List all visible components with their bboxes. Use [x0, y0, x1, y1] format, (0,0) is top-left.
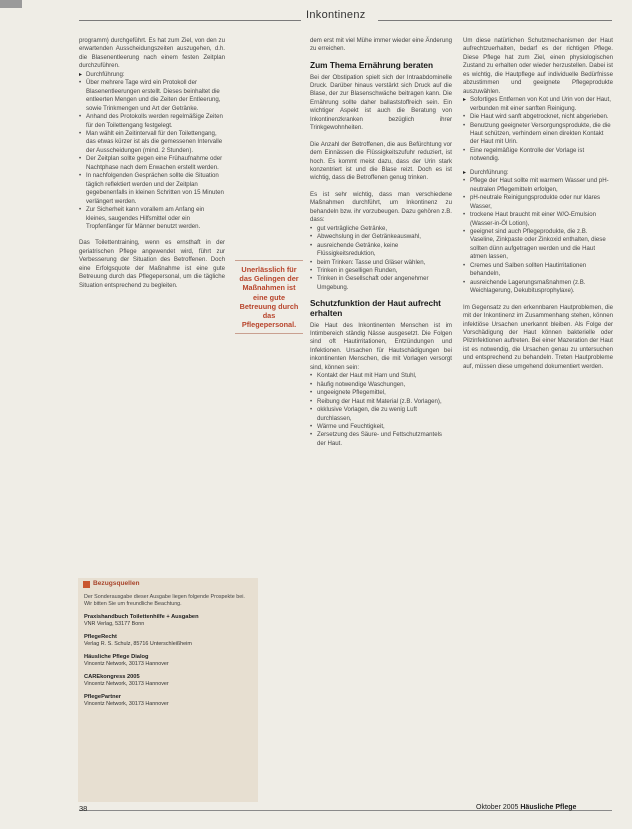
- bezugsquellen-title: Bezugsquellen: [93, 580, 140, 587]
- col3-bullet-list: [463, 96, 613, 164]
- entry-name: CAREkongress 2005: [84, 674, 140, 680]
- section-heading-ernaehrung: Zum Thema Ernährung beraten: [310, 59, 434, 70]
- entry-name: Häusliche Pflege Dialog: [84, 654, 149, 660]
- col1-bullet: • Man wählt ein Zeitintervall für den Toilettengang, das etwas kürzer ist als die gemessenen Intervalle der Ausscheidungen (mind. 2 Stunden).: [79, 130, 225, 155]
- col1-bullet: • Anhand des Protokolls werden regelmäßige Zeiten für den Toilettengang festgelegt.: [79, 113, 225, 130]
- col2-bullet-list-2: [310, 372, 452, 448]
- bezugsquellen-box: [78, 578, 258, 802]
- square-bullet-icon: [83, 581, 90, 588]
- col3-bullet: • Eine regelmäßige Kontrolle der Vorlage ist notwendig.: [463, 147, 613, 164]
- entry-detail: VNR Verlag, 53177 Bonn: [84, 621, 145, 627]
- col2-bullet: • Trinken in geselligen Runden,: [310, 267, 452, 275]
- column-2: [310, 37, 452, 448]
- bezugsquellen-entry: [84, 694, 254, 708]
- col3-bullet: ▸ Sofortiges Entfernen von Kot und Urin von der Haut, verbunden mit einer sanften Reinigung.: [463, 96, 613, 113]
- col2-bullet: • Abwechslung in der Getränkeauswahl,: [310, 233, 452, 241]
- col3-bullet: • trockene Haut braucht mit einer W/O-Emulsion (Wasser-in-Öl Lotion),: [463, 211, 613, 228]
- col1-bullet: • Zur Sicherheit kann vorallem am Anfang ein kleines, saugendes Hilfsmittel oder ein Tropfenfänger für Männer benutzt werden.: [79, 206, 225, 231]
- col1-section-label: ▸ Durchführung:: [79, 71, 225, 79]
- col3-bullet-list-2: [463, 177, 613, 295]
- col2-bullet: • Zersetzung des Säure- und Fettschutzmantels der Haut.: [310, 431, 452, 448]
- entry-detail: Vincentz Network, 30173 Hannover: [84, 681, 169, 687]
- footer-issue-info: [476, 804, 576, 811]
- bezugsquellen-entry: [84, 674, 254, 688]
- col2-para: Bei der Obstipation spielt sich der Intraabdominelle Druck. Darüber hinaus verstärkt sich Druck auf die Blase, der zur Blasenschwäche beitragen kann. Die Ernährung sollte daher ballaststoffreich sein. Ein wichtiger Aspekt ist auch die Beratung von Inkontinenzkranken bezüglich ihrer Trinkgewohnheiten.: [310, 73, 452, 132]
- col2-bullet: • beim Trinken: Tasse und Gläser wählen,: [310, 259, 452, 267]
- col2-intro: dem erst mit viel Mühe immer wieder eine Änderung zu erreichen.: [310, 37, 452, 53]
- col3-intro: Um diese natürlichen Schutzmechanismen der Haut aufrechtzuerhalten, bedarf es der richtigen Pflege. Diese Pflege hat zum Ziel, einen physiologischen Zustand zu erhalten oder wieder herzustellen. Dabei ist es wichtig, die Hautpflege auf individuelle Bedürfnisse abzustimmen und geeignete Pflegeprodukte auszuwählen.: [463, 37, 613, 95]
- bezugsquellen-body: [84, 594, 254, 708]
- bezugsquellen-entry: [84, 654, 254, 668]
- bezugsquellen-entry: [84, 634, 254, 648]
- col2-bullet: • gut verträgliche Getränke,: [310, 225, 452, 233]
- col1-bullet: • Über mehrere Tage wird ein Protokoll der Blasenentleerungen erstellt. Dieses beinhaltet die entleerten Mengen und die Zeiten der Entleerung, sowie Trinkmengen und Art der Getränke.: [79, 79, 225, 113]
- col1-bullet: • Der Zeitplan sollte gegen eine Frühaufnahme oder Nachtphase nach dem Erwachen erstellt werden.: [79, 155, 225, 172]
- entry-name: PflegeRecht: [84, 634, 117, 640]
- entry-detail: Verlag R. S. Schulz, 85716 Unterschleißheim: [84, 641, 192, 647]
- col1-intro: programm) durchgeführt. Es hat zum Ziel, von den zu erwartenden Ausscheidungszeiten auszugehen, d.h. die Blasenentleerung nach einem festen Zeitplan durchzuführen.: [79, 37, 225, 70]
- col3-bullet: • ausreichende Lagerungsmaßnahmen (z.B. Weichlagerung, Dekubitusprophylaxe).: [463, 279, 613, 296]
- col3-section-label: ▸ Durchführung:: [463, 169, 613, 177]
- footer-issue: Oktober 2005: [476, 804, 519, 811]
- col3-bullet: • Cremes und Salben sollten Hautirritationen behandeln,: [463, 262, 613, 279]
- col3-bullet: • Pflege der Haut sollte mit warmem Wasser und pH-neutralen Pflegemitteln erfolgen,: [463, 177, 613, 194]
- col2-bullet: • häufig notwendige Waschungen,: [310, 381, 452, 389]
- col3-closing: Im Gegensatz zu den erkennbaren Hautproblemen, die mit der Inkontinenz im Zusammenhang stehen, können infektiöse Ursachen unerkannt bleiben. Als Folge der Vorschädigung der Haut können bakterielle oder Pilzinfektionen auftreten. Bei einer Mazeration der Haut ist es notwendig, die Ursachen genau zu untersuchen und entsprechend zu behandeln. Treten Hautprobleme auf, müssen diese umgehend dokumentiert werden.: [463, 303, 613, 370]
- col2-para: Die Anzahl der Betroffenen, die aus Befürchtung vor dem Einnässen die Flüssigkeitszufuhr reduziert, ist hoch. Es kommt meist dazu, dass der Urin stark konzentriert ist und die Blase reizt. Doch es ist wichtig, dass die Betroffenen genug trinken.: [310, 140, 452, 182]
- pull-quote-column: [235, 260, 303, 334]
- col1-bullet-list: [79, 79, 225, 231]
- col1-closing: Das Toilettentraining, wenn es ernsthaft in der geriatrischen Pflege angewendet wird, führt zur Verbesserung der Situation des Betroffenen. Doch eine Erfolgsquote der Maßnahme ist eine gute Betreuung durch das Pflegepersonal, um die tägliche Situation entsprechend zu begleiten.: [79, 239, 225, 289]
- header-rule-left: [79, 20, 301, 21]
- col3-label-list: [463, 169, 613, 177]
- col2-bullet: • Wärme und Feuchtigkeit,: [310, 423, 452, 431]
- col2-para: Es ist sehr wichtig, dass man verschiedene Maßnahmen durchführt, um Inkontinenz zu behandeln bzw. ihr vorzubeugen. Dazu gehören z.B. dass:: [310, 190, 452, 224]
- bezugsquellen-entry: [84, 614, 254, 628]
- col2-bullet: • Reibung der Haut mit Material (z.B. Vorlagen),: [310, 398, 452, 406]
- entry-detail: Vincentz Network, 30173 Hannover: [84, 701, 169, 707]
- col3-bullet: • geeignet sind auch Pflegeprodukte, die z.B. Vaseline, Zinkpaste oder Zinkoxid enthalten, diese sollten dünn aufgetragen werden und die Haut atmen lassen,: [463, 228, 613, 262]
- col2-bullet: • ausreichende Getränke, keine Flüssigkeitsreduktion,: [310, 242, 452, 259]
- col1-label-list: [79, 71, 225, 79]
- col2-bullet: • okklusive Vorlagen, die zu wenig Luft durchlassen,: [310, 406, 452, 423]
- col2-para: Die Haut des Inkontinenten Menschen ist im Intimbereich ständig Nässe ausgesetzt. Die Folgen sind oft Hautirritationen, Entzündungen und Infektionen. Ursachen für Hautschädigungen bei inkontinenten Menschen, die mit Vorlagen versorgt sind, können sein:: [310, 321, 452, 371]
- entry-name: Praxishandbuch Toilettenhilfe + Ausgaben: [84, 614, 199, 620]
- bezugsquellen-intro: Der Sonderausgabe dieser Ausgabe liegen folgende Prospekte bei. Wir bitten Sie um freundliche Beachtung.: [84, 594, 245, 607]
- entry-name: PflegePartner: [84, 694, 121, 700]
- col3-bullet: • pH-neutrale Reinigungsprodukte oder nur klares Wasser,: [463, 194, 613, 211]
- footer-magazine-name: Häusliche Pflege: [520, 804, 577, 811]
- pull-quote: Unerlässlich für das Gelingen der Maßnahmen ist eine gute Betreuung durch das Pflegepersonal.: [235, 260, 303, 334]
- col3-bullet: • Benutzung geeigneter Versorgungsprodukte, die die Haut schützen, verhindern einen direkten Kontakt der Haut mit Urin.: [463, 122, 613, 147]
- corner-mark: [0, 0, 22, 8]
- section-heading-schutzfunktion: Schutzfunktion der Haut aufrecht erhalten: [310, 298, 441, 318]
- page-header-title: Inkontinenz: [306, 9, 366, 21]
- column-1: [79, 37, 225, 290]
- col1-bullet: • In nachfolgenden Gesprächen sollte die Situation täglich reflektiert werden und der Zeitplan gegebenenfalls in kleinen Schritten von 15 Minuten verlängert werden.: [79, 172, 225, 206]
- page-number: 38: [79, 804, 88, 813]
- col2-bullet: • ungeeignete Pflegemittel,: [310, 389, 452, 397]
- col3-bullet: • Die Haut wird sanft abgetrocknet, nicht abgerieben.: [463, 113, 613, 121]
- header-rule-right: [378, 20, 612, 21]
- col2-bullet: • Kontakt der Haut mit Harn und Stuhl,: [310, 372, 452, 380]
- col2-bullet-list: [310, 225, 452, 293]
- col2-bullet: • Trinken in Gesellschaft oder angenehmer Umgebung.: [310, 275, 452, 292]
- column-3: [463, 37, 613, 371]
- bezugsquellen-header: [78, 580, 258, 590]
- entry-detail: Vincentz Network, 30173 Hannover: [84, 661, 169, 667]
